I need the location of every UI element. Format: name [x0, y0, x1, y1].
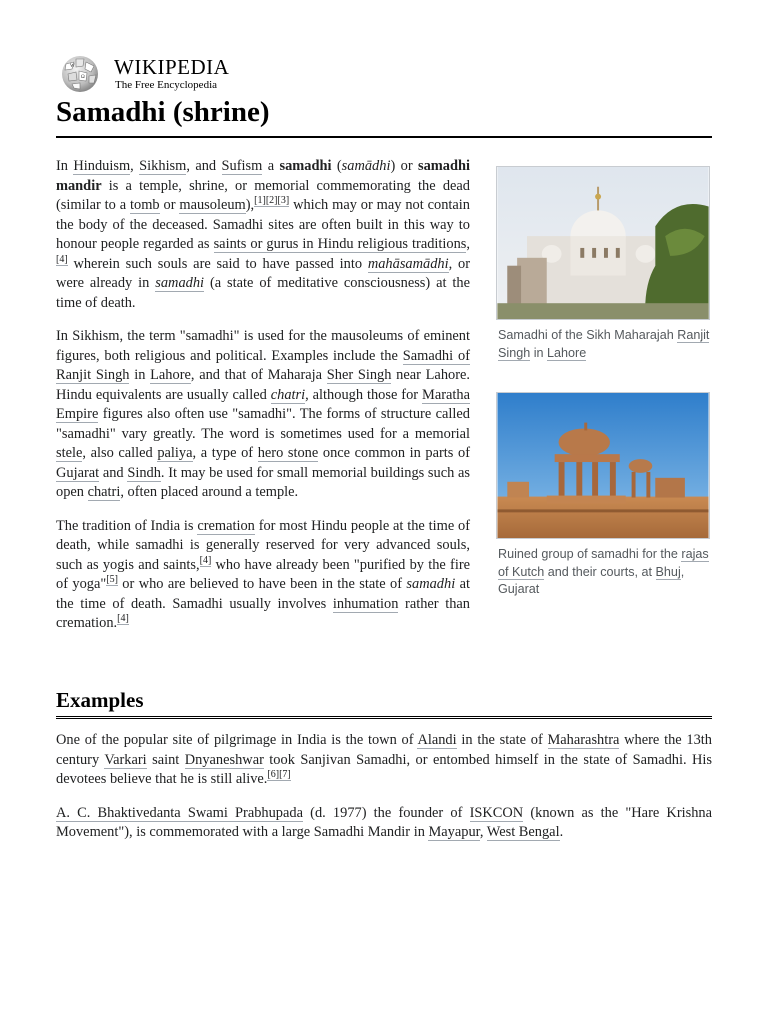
- link-samadhi-ranjit-singh[interactable]: Samadhi of Ranjit Singh: [56, 347, 470, 383]
- citation-4[interactable]: [4]: [117, 613, 129, 625]
- examples-paragraph-2: [56, 804, 712, 843]
- link-hinduism[interactable]: Hinduism: [73, 158, 131, 174]
- term-samadhi: samadhi: [279, 158, 332, 174]
- caption-link-lahore[interactable]: Lahore: [547, 345, 587, 360]
- text: a: [262, 158, 280, 174]
- text: in: [530, 345, 548, 360]
- page-title: Samadhi (shrine): [56, 96, 270, 128]
- link-chatri[interactable]: chatri: [270, 386, 306, 403]
- text: , and that of Maharaja: [190, 367, 327, 383]
- link-iskcon[interactable]: ISKCON: [469, 804, 524, 821]
- intro-section: [56, 157, 470, 648]
- text: In Sikhism, the term "samadhi" is used for the mausoleums of eminent figures, both religious and political. Examples include the: [56, 328, 470, 364]
- text: , a type of: [192, 445, 258, 461]
- term-samadhi-transliteration: samādhi: [341, 158, 391, 174]
- text: and their courts, at: [544, 564, 656, 579]
- link-stele[interactable]: stele: [56, 445, 83, 461]
- text: ,: [130, 158, 140, 174]
- text: ) or: [390, 158, 419, 174]
- term-samadhi-italic: samadhi: [406, 576, 456, 592]
- text: near Lahore. Hindu equivalents are usually called: [56, 367, 470, 403]
- text: saint: [146, 751, 185, 768]
- text: wherein such souls are said to have passed into: [67, 255, 368, 272]
- text: (d. 1977) the founder of: [302, 804, 470, 821]
- text: for most Hindu people at the time of death, while samadhi is generally reserved for very advanced souls, such as yogis and saints,: [56, 517, 470, 573]
- text: ,: [466, 236, 470, 252]
- citation-1[interactable]: [1]: [254, 195, 266, 207]
- link-west-bengal[interactable]: West Bengal: [486, 824, 560, 840]
- wikipedia-tagline: The Free Encyclopedia: [115, 79, 218, 91]
- text: rather than cremation.: [56, 595, 470, 631]
- figure-kutch-rajas: [496, 392, 710, 599]
- citation-6[interactable]: [6]: [267, 769, 280, 781]
- figure-ranjit-singh: [496, 166, 710, 362]
- text: , although those for: [305, 386, 423, 403]
- text: figures also often use "samadhi". The forms of structure called "samadhi" vary greatly. The word is sometimes used for a memorial: [56, 406, 470, 442]
- text: Samadhi of the Sikh Maharajah: [498, 328, 678, 342]
- wikipedia-logo[interactable]: [56, 54, 276, 94]
- figure-caption-1: [496, 327, 710, 362]
- text: in: [129, 367, 151, 383]
- text: One of the popular site of pilgrimage in India is the town of: [56, 732, 418, 748]
- link-mausoleum[interactable]: mausoleum: [179, 197, 246, 213]
- link-mayapur[interactable]: Mayapur: [428, 824, 480, 840]
- link-inhumation[interactable]: inhumation: [332, 595, 399, 612]
- text: is a temple, shrine, or memorial commemorating the dead (similar to a: [56, 177, 470, 213]
- link-sher-singh[interactable]: Sher Singh: [326, 367, 392, 383]
- text: where the 13th century: [56, 732, 712, 768]
- text: Ruined group of samadhi for the: [498, 547, 682, 561]
- section-heading-examples: Examples: [56, 688, 144, 712]
- svg-text:Ω: Ω: [81, 75, 85, 80]
- caption-link-bhuj[interactable]: Bhuj: [655, 564, 681, 579]
- link-paliya[interactable]: paliya: [157, 445, 193, 461]
- link-lahore[interactable]: Lahore: [150, 367, 191, 383]
- link-chatri-2[interactable]: chatri: [87, 484, 121, 500]
- text: and: [99, 464, 128, 481]
- text: , also called: [82, 445, 158, 461]
- text: (a state of meditative consciousness) at the time of death.: [56, 275, 470, 311]
- link-gujarat[interactable]: Gujarat: [56, 464, 100, 481]
- link-maratha-empire[interactable]: Maratha Empire: [56, 386, 470, 422]
- link-sindh[interactable]: Sindh: [127, 464, 161, 481]
- samadhi-ranjit-singh-photo[interactable]: [496, 166, 710, 320]
- caption-link-ranjit-singh[interactable]: Ranjit Singh: [498, 328, 710, 360]
- caption-link-rajas-of-kutch[interactable]: rajas of Kutch: [498, 547, 709, 579]
- intro-paragraph-1: [56, 157, 470, 313]
- section-divider: [56, 716, 712, 719]
- title-divider: [56, 136, 712, 138]
- text: In: [56, 158, 74, 174]
- link-cremation[interactable]: cremation: [197, 517, 255, 534]
- intro-paragraph-3: [56, 517, 470, 634]
- wikipedia-globe-icon: [56, 54, 104, 94]
- link-sufism[interactable]: Sufism: [221, 158, 263, 174]
- text: which may or may not contain the body of the deceased. Samadhi sites are often built in this way to honour people regarded as: [56, 197, 470, 252]
- text: took Sanjivan Samadhi, or entombed himself in the state of Samadhi. His devotees believe that he is still alive.: [56, 751, 712, 787]
- link-sikhism[interactable]: Sikhism: [139, 158, 187, 174]
- text: at the time of death. Samadhi usually involves: [56, 576, 470, 612]
- text: . It may be used for small memorial buildings such as open: [56, 464, 470, 500]
- citation-5[interactable]: [5]: [106, 574, 118, 586]
- text: or who are believed to have been in the state of: [117, 576, 407, 592]
- text: or: [159, 197, 180, 213]
- link-varkari[interactable]: Varkari: [104, 751, 147, 768]
- link-saints-gurus[interactable]: saints or gurus in Hindu religious traditions: [213, 236, 467, 252]
- text: who have already been "purified by the fire of yoga": [56, 556, 470, 592]
- examples-section: [56, 731, 712, 857]
- citation-7[interactable]: [7]: [279, 769, 291, 781]
- citation-4[interactable]: [4]: [56, 253, 68, 265]
- text: , often placed around a temple.: [120, 484, 299, 500]
- examples-paragraph-1: [56, 731, 712, 790]
- link-dnyaneshwar[interactable]: Dnyaneshwar: [184, 751, 264, 768]
- text: , Gujarat: [498, 564, 685, 596]
- link-tomb[interactable]: tomb: [130, 197, 160, 213]
- link-hero-stone[interactable]: hero stone: [257, 445, 319, 461]
- text: once common in parts of: [318, 445, 470, 461]
- link-samadhi[interactable]: samadhi: [155, 275, 205, 291]
- ruined-samadhi-bhuj-photo[interactable]: [496, 392, 710, 539]
- text: ,: [479, 824, 487, 840]
- citation-2[interactable]: [2]: [265, 195, 278, 207]
- text: , and: [186, 158, 222, 174]
- link-maharashtra[interactable]: Maharashtra: [547, 732, 620, 748]
- text: , or were already in: [56, 255, 470, 291]
- text: The tradition of India is: [56, 517, 198, 534]
- svg-text:W: W: [70, 64, 75, 69]
- citation-4[interactable]: [4]: [199, 554, 212, 566]
- link-prabhupada[interactable]: A. C. Bhaktivedanta Swami Prabhupada: [56, 804, 303, 821]
- text: in the state of: [456, 732, 548, 748]
- text: .: [559, 824, 564, 840]
- figure-caption-2: [496, 546, 710, 599]
- text: ),: [245, 197, 255, 213]
- text: (known as the "Hare Krishna Movement"), is commemorated with a large Samadhi Mandir in: [56, 804, 712, 840]
- citation-3[interactable]: [3]: [277, 195, 290, 207]
- intro-paragraph-2: [56, 327, 470, 503]
- link-alandi[interactable]: Alandi: [417, 732, 457, 748]
- link-mahasamadhi[interactable]: mahāsamādhi: [367, 255, 449, 272]
- term-samadhi-mandir: samadhi mandir: [56, 158, 470, 194]
- wikipedia-wordmark: WIKIPEDIA: [114, 55, 230, 79]
- text: (: [331, 158, 342, 174]
